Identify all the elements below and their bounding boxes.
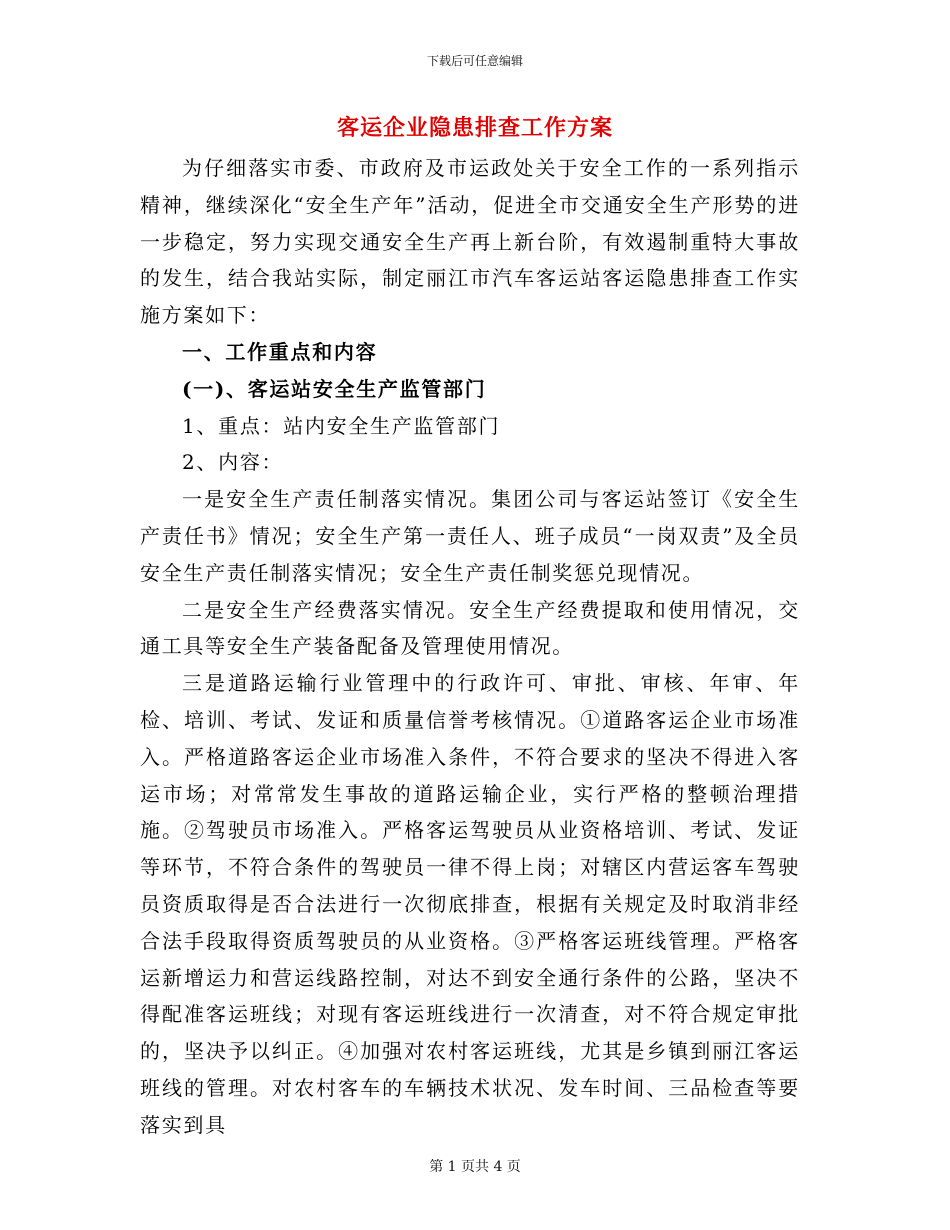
intro-paragraph: 为仔细落实市委、市政府及市运政处关于安全工作的一系列指示精神，继续深化“安全生产年”活动，促进全市交通安全生产形势的进一步稳定，努力实现交通安全生产再上新台阶，有效遏制重特大事故的发生，结合我站实际，制定丽江市汽车客运站客运隐患排查工作实施方案如下： (140, 156, 800, 328)
content-label-paragraph: 2、内容： (182, 450, 284, 475)
focus-paragraph: 1、重点：站内安全生产监管部门 (182, 413, 501, 438)
item-two-paragraph: 二是安全生产经费落实情况。安全生产经费提取和使用情况，交通工具等安全生产装备配备及管理使用情况。 (140, 597, 800, 659)
document-title: 客运企业隐患排查工作方案 (336, 115, 613, 141)
page-number: 第 1 页共 4 页 (429, 1159, 521, 1175)
page-header-note: 下载后可任意编辑 (426, 54, 523, 68)
item-three-paragraph: 三是道路运输行业管理中的行政许可、审批、审核、年审、年检、培训、考试、发证和质量信誉考核情况。①道路客运企业市场准入。严格道路客运企业市场准入条件，不符合要求的坚决不得进入客运市场；对常常发生事故的道路运输企业，实行严格的整顿治理措施。②驾驶员市场准入。严格客运驾驶员从业资格培训、考试、发证等环节，不符合条件的驾驶员一律不得上岗；对辖区内营运客车驾驶员资质取得是否合法进行一次彻底排查，根据有关规定及时取消非经合法手段取得资质驾驶员的从业资格。③严格客运班线管理。严格客运新增运力和营运线路控制，对达不到安全通行条件的公路，坚决不得配准客运班线；对现有客运班线进行一次清查，对不符合规定审批的，坚决予以纠正。④加强对农村客运班线，尤其是乡镇到丽江客运班线的管理。对农村客车的车辆技术状况、发车时间、三品检查等要落实到具 (140, 671, 800, 1137)
section-heading-1: 一、工作重点和内容 (182, 339, 378, 364)
item-one-paragraph: 一是安全生产责任制落实情况。集团公司与客运站签订《安全生产责任书》情况；安全生产第一责任人、班子成员“一岗双责”及全员安全生产责任制落实情况；安全生产责任制奖惩兑现情况。 (140, 487, 800, 585)
document-body (140, 150, 800, 1144)
subsection-heading-1: (一)、客运站安全生产监管部门 (182, 376, 487, 401)
